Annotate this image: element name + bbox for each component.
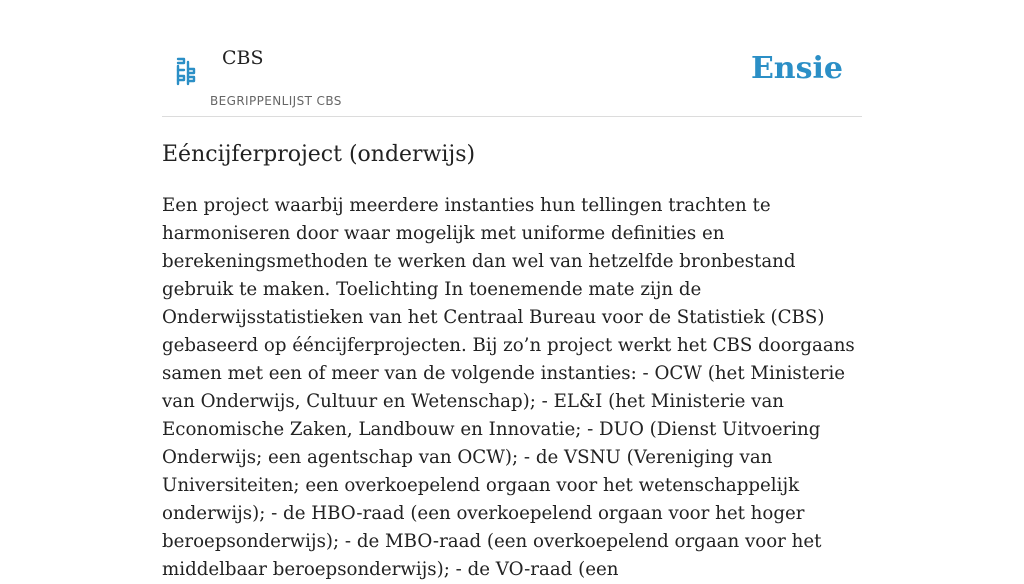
term-definition: Een project waarbij meerdere instanties hun tellingen trachten te harmoniseren door waar mogelijk met uniforme definities en berekeningsmethoden te werken dan wel van hetzelfde bronbestand gebruik te maken. Toelichting In toenemende mate zijn de Onderwijsstatistieken van het Centraal Bureau voor de Statistiek (CBS) gebaseerd op ééncijferprojecten. Bij zo’n project werkt het CBS doorgaans samen met een of meer van de volgende instanties: - OCW (het Ministerie van Onderwijs, Cultuur en Wetenschap); - EL&I (het Ministerie van Economische Zaken, Landbouw en Innovatie; - DUO (Dienst Uitvoering Onderwijs; een agentschap van OCW); - de VSNU (Vereniging van Universiteiten; een overkoepelend orgaan voor het wetenschappelijk onderwijs); - de HBO-raad (een overkoepelend orgaan voor het hoger beroepsonderwijs); - de MBO-raad (een overkoepelend orgaan voor het middelbaar beroepsonderwijs); - de VO-raad (een bbox=[162, 195, 855, 580]
source-name[interactable]: CBS bbox=[222, 47, 264, 69]
header bbox=[162, 0, 862, 117]
cbs-logo-icon bbox=[174, 56, 198, 86]
source-subtitle: BEGRIPPENLIJST CBS bbox=[210, 94, 342, 108]
term-title: Eéncijferproject (onderwijs) bbox=[162, 142, 476, 167]
brand-logo[interactable]: Ensie bbox=[750, 51, 843, 86]
